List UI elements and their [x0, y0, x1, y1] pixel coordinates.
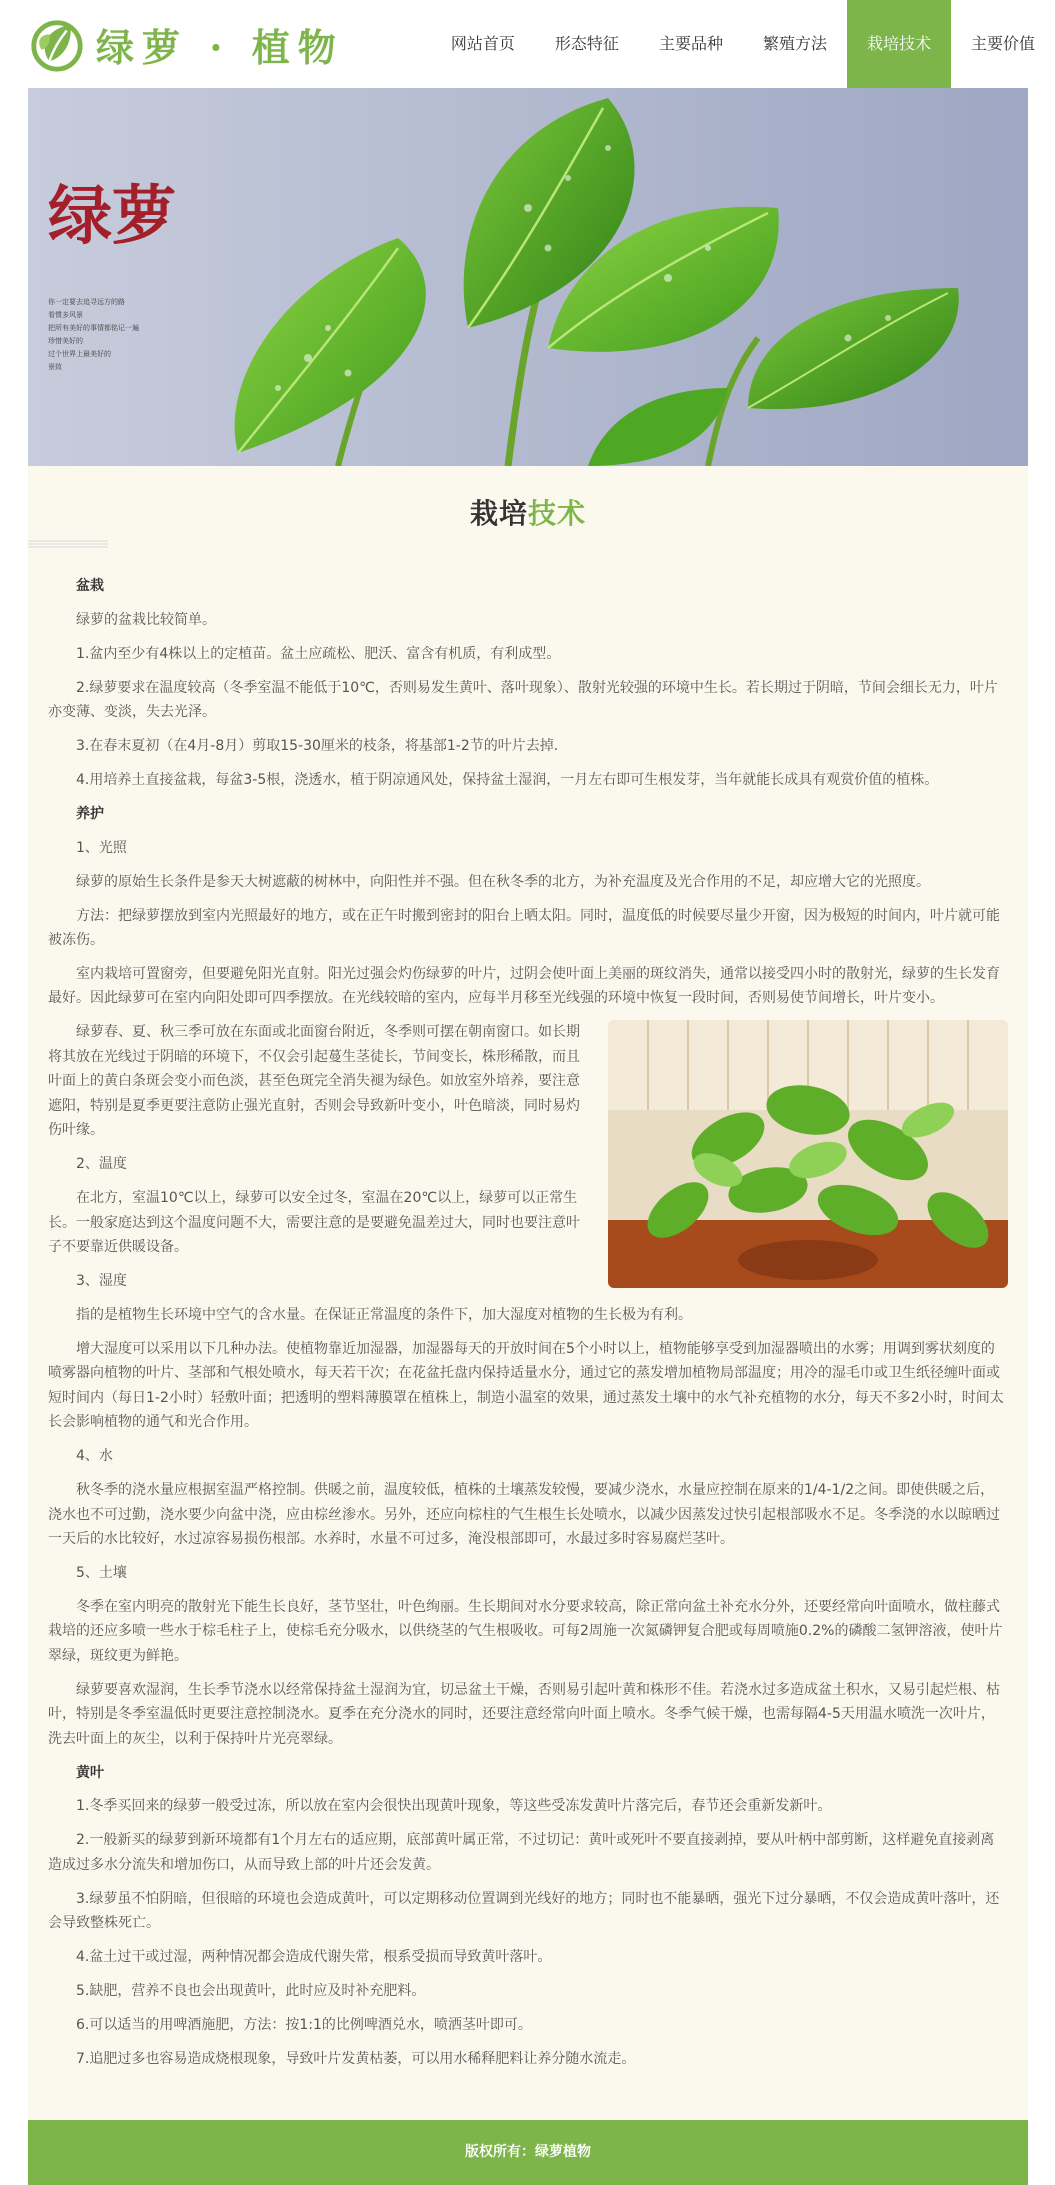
banner-plant-illustration — [28, 88, 1028, 466]
article-paragraph: 绿萝的原始生长条件是参天大树遮蔽的树林中，向阳性并不强。但在秋冬季的北方，为补充温度及光合作用的不足，却应增大它的光照度。 — [76, 873, 930, 890]
article-paragraph: 3、湿度 — [76, 1272, 127, 1289]
article-paragraph: 5.缺肥，营养不良也会出现黄叶，此时应及时补充肥料。 — [76, 1983, 426, 2000]
main-content — [28, 466, 1028, 2120]
article-paragraph: 6.可以适当的用啤酒施肥，方法：按1:1的比例啤酒兑水，喷洒茎叶即可。 — [76, 2016, 532, 2033]
banner-poem-line: 看惯多风景 — [48, 311, 83, 319]
nav-item[interactable]: 主要品种 — [658, 34, 723, 53]
site-footer — [28, 2120, 1028, 2185]
site-logo[interactable] — [28, 14, 344, 74]
nav-item[interactable]: 栽培技术 — [847, 0, 951, 88]
page-title — [28, 492, 1028, 532]
article-paragraph: 绿萝春、夏、秋三季可放在东面或北面窗台附近，冬季则可摆在朝南窗口。如长期将其放在光线过于阴暗的环境下，不仅会引起蔓生茎徒长，节间变长，株形稀散，而且叶面上的黄白条斑会变小而色淡，甚至色斑完全消失褪为绿色。如放室外培养，要注意遮阳，特别是夏季更要注意防止强光直射，否则会导致新叶变小，叶色暗淡，同时易灼伤叶缘。 — [48, 1024, 580, 1139]
page-title-main: 栽培 — [469, 497, 528, 530]
main-nav — [431, 0, 1055, 88]
nav-item[interactable]: 主要价值 — [970, 34, 1035, 53]
article-paragraph: 2.一般新买的绿萝到新环境都有1个月左右的适应期，底部黄叶属正常，不过切记：黄叶或死叶不要直接剥掉，要从叶柄中部剪断，这样避免直接剥离造成过多水分流失和增加伤口，从而导致上部的叶片还会发黄。 — [48, 1832, 995, 1873]
article-paragraph: 3.在春末夏初（在4月-8月）剪取15-30厘米的枝条，将基部1-2节的叶片去掉. — [76, 738, 559, 755]
banner-poem-line: 景致 — [48, 363, 62, 371]
section-heading: 盆栽 — [76, 578, 104, 594]
article-paragraph: 1、光照 — [76, 839, 127, 856]
article-paragraph: 室内栽培可置窗旁，但要避免阳光直射。阳光过强会灼伤绿萝的叶片，过阴会使叶面上美丽的斑纹消失，通常以接受四小时的散射光，绿萝的生长发育最好。因此绿萝可在室内向阳处即可四季摆放。在光线较暗的室内，应每半月移至光线强的环境中恢复一段时间，否则易使节间增长，叶片变小。 — [48, 965, 1000, 1007]
article-paragraph: 4.用培养土直接盆栽，每盆3-5根，浇透水，植于阴凉通风处，保持盆土湿润，一月左右即可生根发芽，当年就能长成具有观赏价值的植株。 — [76, 771, 939, 788]
article-paragraph: 5、土壤 — [76, 1564, 127, 1581]
article-paragraph: 1.冬季买回来的绿萝一般受过冻，所以放在室内会很快出现黄叶现象，等这些受冻发黄叶片落完后，春节还会重新发新叶。 — [76, 1798, 832, 1815]
article-paragraph: 4.盆土过干或过湿，两种情况都会造成代谢失常，根系受损而导致黄叶落叶。 — [76, 1949, 552, 1966]
page-title-accent: 技术 — [528, 497, 587, 530]
article-paragraph: 绿萝的盆栽比较简单。 — [76, 611, 216, 628]
brand-name: 绿萝 · 植物 — [96, 24, 344, 70]
nav-item[interactable]: 网站首页 — [450, 34, 515, 53]
article-paragraph: 2.绿萝要求在温度较高（冬季室温不能低于10℃，否则易发生黄叶、落叶现象）、散射光较强的环境中生长。若长期过于阴暗，节间会细长无力，叶片亦变薄、变淡，失去光泽。 — [48, 679, 998, 721]
nav-item[interactable]: 繁殖方法 — [762, 34, 827, 53]
banner-poem-line: 珍惜美好的 — [48, 337, 83, 345]
article-paragraph: 3.绿萝虽不怕阴暗，但很暗的环境也会造成黄叶，可以定期移动位置调到光线好的地方；同时也不能暴晒，强光下过分暴晒，不仅会造成黄叶落叶，还会导致整株死亡。 — [48, 1890, 1000, 1932]
hero-banner — [28, 88, 1028, 466]
article-paragraph: 在北方，室温10℃以上，绿萝可以安全过冬，室温在20℃以上，绿萝可以正常生长。一般家庭达到这个温度问题不大，需要注意的是要避免温差过大，同时也要注意叶子不要靠近供暖设备。 — [48, 1190, 580, 1256]
article-paragraph: 绿萝要喜欢湿润，生长季节浇水以经常保持盆土湿润为宜，切忌盆土干燥，否则易引起叶黄和株形不佳。若浇水过多造成盆土积水，又易引起烂根、枯叶，特别是冬季室温低时更要注意控制浇水。夏季在充分浇水的同时，还要注意经常向叶面上喷水。冬季气候干燥，也需每隔4-5天用温水喷洗一次叶片，洗去叶面上的灰尘，以利于保持叶片光亮翠绿。 — [48, 1681, 1000, 1747]
title-underline-decoration — [28, 538, 108, 550]
article-paragraph: 2、温度 — [76, 1156, 127, 1173]
article-paragraph: 1.盆内至少有4株以上的定植苗。盆土应疏松、肥沃、富含有机质，有利成型。 — [76, 645, 561, 662]
article-paragraph: 指的是植物生长环境中空气的含水量。在保证正常温度的条件下，加大湿度对植物的生长极为有利。 — [76, 1306, 692, 1323]
banner-poem-line: 你一定要去追寻远方的路 — [48, 298, 125, 306]
section-heading: 养护 — [76, 805, 104, 822]
article-body — [48, 574, 1008, 2081]
article-paragraph: 增大湿度可以采用以下几种办法。使植物靠近加湿器，加湿器每天的开放时间在5个小时以上，植物能够享受到加湿器喷出的水雾；用调到雾状刻度的喷雾器向植物的叶片、茎部和气根处喷水，每天若干次；在花盆托盘内保持适量水分，通过它的蒸发增加植物局部温度；用冷的湿毛巾或卫生纸径缠叶面或短时间内（每日1-2小时）轻敷叶面；把透明的塑料薄膜罩在植株上，制造小温室的效果，通过蒸发土壤中的水气补充植物的水分，每天不多2小时，时间太长会影响植物的通气和光合作用。 — [48, 1340, 1004, 1431]
article-paragraph: 冬季在室内明亮的散射光下能生长良好，茎节坚壮，叶色绚丽。生长期间对水分要求较高，除正常向盆土补充水分外，还要经常向叶面喷水，做柱藤式栽培的还应多喷一些水于棕毛柱子上，使棕毛充分吸水，以供绕茎的气生根吸收。可每2周施一次氮磷钾复合肥或每周喷施0.2%的磷酸二氢钾溶液，使叶片翠绿，斑纹更为鲜艳。 — [48, 1598, 1003, 1664]
banner-poem-line: 过个世界上最美好的 — [48, 350, 111, 358]
article-paragraph: 秋冬季的浇水量应根据室温严格控制。供暖之前，温度较低，植株的土壤蒸发较慢，要减少浇水，水量应控制在原来的1/4-1/2之间。即使供暖之后，浇水也不可过勤，浇水要少向盆中浇，应由棕丝渗水。另外，还应向棕柱的气生根生长处喷水，以减少因蒸发过快引起根部吸水不足。冬季浇的水以晾晒过一天后的水比较好，水过凉容易损伤根部。水养时，水量不可过多，淹没根部即可，水最过多时容易腐烂茎叶。 — [48, 1482, 1000, 1548]
nav-item[interactable]: 形态特征 — [554, 34, 619, 53]
article-paragraph: 7.追肥过多也容易造成烧根现象，导致叶片发黄枯萎，可以用水稀释肥料让养分随水流走。 — [76, 2050, 636, 2067]
pothos-pot-photo — [608, 1020, 1008, 1288]
site-header — [0, 0, 1055, 88]
article-paragraph: 方法：把绿萝摆放到室内光照最好的地方，或在正午时搬到密封的阳台上晒太阳。同时，温度低的时候要尽量少开窗，因为极短的时间内，叶片就可能被冻伤。 — [48, 907, 1000, 949]
banner-poem-line: 把所有美好的事情都铭记一遍 — [48, 324, 139, 332]
copyright-text: 版权所有：绿萝植物 — [465, 2144, 591, 2160]
section-heading: 黄叶 — [76, 1764, 104, 1781]
article-paragraph: 4、水 — [76, 1448, 113, 1465]
leaf-logo-icon — [28, 15, 86, 73]
banner-calligraphy: 绿萝 — [48, 179, 176, 254]
